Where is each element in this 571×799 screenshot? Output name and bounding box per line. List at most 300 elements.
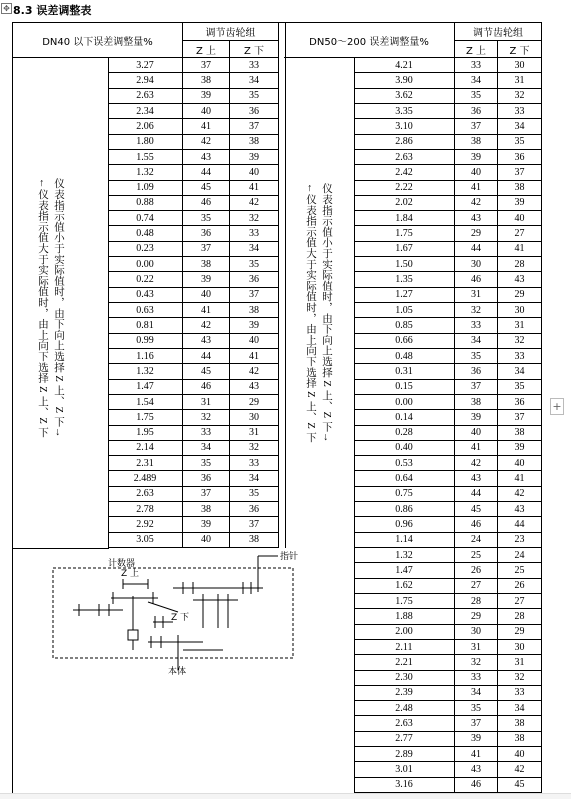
error-value-cell: 1.55 <box>108 150 183 165</box>
z-down-cell: 40 <box>230 165 278 180</box>
table-row <box>108 349 278 364</box>
table-row <box>108 181 278 196</box>
table-row <box>108 517 278 532</box>
error-value-cell: 1.88 <box>354 609 455 624</box>
error-value-cell: 0.64 <box>354 471 455 486</box>
z-down-cell: 23 <box>498 533 541 548</box>
table-row <box>354 671 541 686</box>
z-down-cell: 31 <box>498 73 541 88</box>
z-up-cell: 37 <box>183 242 230 257</box>
table-row <box>108 196 278 211</box>
z-up-cell: 41 <box>455 747 498 762</box>
z-up-cell: 38 <box>455 395 498 410</box>
left-col-z-up: Z 上 <box>183 41 230 58</box>
z-down-cell: 35 <box>230 89 278 104</box>
error-value-cell: 2.77 <box>354 732 455 747</box>
z-down-cell: 41 <box>230 181 278 196</box>
z-down-cell: 27 <box>498 226 541 241</box>
body-label: 本体 <box>168 667 187 677</box>
table-row <box>354 288 541 303</box>
z-up-cell: 46 <box>183 380 230 395</box>
table-row <box>108 58 278 73</box>
z-up-cell: 32 <box>183 410 230 425</box>
z-down-cell: 40 <box>498 456 541 471</box>
z-up-cell: 41 <box>455 441 498 456</box>
z-up-cell: 43 <box>183 334 230 349</box>
z-up-cell: 32 <box>455 655 498 670</box>
table-row <box>354 471 541 486</box>
error-value-cell: 0.74 <box>108 211 183 226</box>
z-up-cell: 39 <box>455 150 498 165</box>
table-row <box>108 364 278 379</box>
z-down-cell: 29 <box>498 288 541 303</box>
z-down-cell: 28 <box>498 257 541 272</box>
left-data-grid <box>108 58 278 548</box>
plus-icon[interactable]: + <box>550 398 564 415</box>
error-value-cell: 2.86 <box>354 135 455 150</box>
z-up-cell: 40 <box>183 104 230 119</box>
table-row <box>354 640 541 655</box>
error-value-cell: 0.00 <box>354 395 455 410</box>
error-value-cell: 2.21 <box>354 655 455 670</box>
table-row <box>108 226 278 241</box>
z-down-cell: 33 <box>498 349 541 364</box>
table-row <box>354 502 541 517</box>
z-up-cell: 33 <box>455 58 498 73</box>
z-up-cell: 46 <box>455 517 498 532</box>
error-value-cell: 1.95 <box>108 426 183 441</box>
z-down-cell: 37 <box>230 517 278 532</box>
z-down-cell: 39 <box>498 441 541 456</box>
z-down-cell: 35 <box>498 135 541 150</box>
error-value-cell: 0.00 <box>108 257 183 272</box>
table-row <box>108 73 278 88</box>
z-up-cell: 38 <box>183 502 230 517</box>
error-value-cell: 0.63 <box>108 303 183 318</box>
z-down-cell: 30 <box>498 640 541 655</box>
table-row <box>354 226 541 241</box>
table-row <box>108 135 278 150</box>
z-up-cell: 44 <box>455 487 498 502</box>
error-value-cell: 1.32 <box>354 548 455 563</box>
table-row <box>354 318 541 333</box>
z-down-cell: 38 <box>498 181 541 196</box>
z-down-cell: 42 <box>498 487 541 502</box>
z-up-cell: 46 <box>455 778 498 793</box>
table-row <box>354 441 541 456</box>
gear-train-diagram <box>43 550 333 680</box>
z-down-cell: 32 <box>498 334 541 349</box>
error-value-cell: 2.92 <box>108 517 183 532</box>
error-value-cell: 1.27 <box>354 288 455 303</box>
z-up-cell: 40 <box>183 533 230 548</box>
error-value-cell: 1.67 <box>354 242 455 257</box>
error-value-cell: 0.14 <box>354 410 455 425</box>
z-down-cell: 34 <box>230 471 278 486</box>
z-up-cell: 36 <box>183 471 230 486</box>
error-value-cell: 3.16 <box>354 778 455 793</box>
z-down-cell: 37 <box>230 288 278 303</box>
z-down-cell: 37 <box>498 410 541 425</box>
left-header: DN40 以下误差调整量% <box>13 23 183 58</box>
z-down-cell: 33 <box>230 226 278 241</box>
error-value-cell: 0.31 <box>354 364 455 379</box>
z-up-cell: 38 <box>183 257 230 272</box>
error-value-cell: 2.48 <box>354 701 455 716</box>
z-up-cell: 45 <box>183 181 230 196</box>
z-up-cell: 37 <box>183 487 230 502</box>
z-up-cell: 42 <box>183 318 230 333</box>
right-gear-group-header: 调节齿轮组 <box>455 23 541 41</box>
error-value-cell: 1.80 <box>108 135 183 150</box>
table-row <box>108 242 278 257</box>
table-row <box>354 165 541 180</box>
z-down-cell: 43 <box>498 502 541 517</box>
z-down-cell: 34 <box>498 701 541 716</box>
error-value-cell: 4.21 <box>354 58 455 73</box>
table-row <box>354 579 541 594</box>
z-down-cell: 35 <box>498 380 541 395</box>
table-row <box>354 426 541 441</box>
table-row <box>354 625 541 640</box>
table-row <box>108 150 278 165</box>
error-value-cell: 1.75 <box>354 594 455 609</box>
z-up-cell: 38 <box>183 73 230 88</box>
z-up-cell: 28 <box>455 594 498 609</box>
error-value-cell: 2.63 <box>354 150 455 165</box>
error-value-cell: 2.31 <box>108 456 183 471</box>
error-value-cell: 3.90 <box>354 73 455 88</box>
z-up-cell: 32 <box>455 303 498 318</box>
error-value-cell: 2.34 <box>108 104 183 119</box>
table-row <box>354 701 541 716</box>
z-down-cell: 34 <box>230 242 278 257</box>
error-value-cell: 0.15 <box>354 380 455 395</box>
left-gear-group-header: 调节齿轮组 <box>183 23 278 41</box>
table-row <box>354 563 541 578</box>
table-row <box>108 395 278 410</box>
error-value-cell: 0.88 <box>108 196 183 211</box>
left-note-2: ←仪表指示值大于实际值时，由上向下选择 Z 上、Z 下 <box>37 178 48 438</box>
z-up-cell: 37 <box>455 716 498 731</box>
z-down-cell: 36 <box>498 395 541 410</box>
z-up-cell: 33 <box>455 671 498 686</box>
error-value-cell: 2.63 <box>354 716 455 731</box>
z-down-cell: 28 <box>498 609 541 624</box>
error-value-cell: 2.63 <box>108 89 183 104</box>
table-row <box>108 533 278 548</box>
z-up-cell: 35 <box>455 701 498 716</box>
error-value-cell: 2.06 <box>108 119 183 134</box>
left-col-z-down: Z 下 <box>230 41 278 58</box>
error-value-cell: 0.53 <box>354 456 455 471</box>
error-value-cell: 1.32 <box>108 165 183 180</box>
error-value-cell: 1.32 <box>108 364 183 379</box>
z-down-cell: 37 <box>230 119 278 134</box>
z-down-cell: 37 <box>498 165 541 180</box>
z-down-cell: 27 <box>498 594 541 609</box>
error-value-cell: 0.81 <box>108 318 183 333</box>
z-up-cell: 35 <box>455 349 498 364</box>
error-value-cell: 1.75 <box>108 410 183 425</box>
z-down-cell: 31 <box>498 655 541 670</box>
z-up-cell: 37 <box>455 380 498 395</box>
table-row <box>354 609 541 624</box>
z-up-cell: 36 <box>183 226 230 241</box>
table-row <box>354 548 541 563</box>
z-down-cell: 36 <box>498 150 541 165</box>
left-note-1: 仪表指示值小于实际值时，由下向上选择 Z 上、Z 下→ <box>53 178 64 438</box>
z-down-cell: 33 <box>498 104 541 119</box>
z-up-cell: 39 <box>183 89 230 104</box>
error-value-cell: 2.02 <box>354 196 455 211</box>
z-down-cell: 44 <box>498 517 541 532</box>
z-up-cell: 33 <box>183 426 230 441</box>
z-up-cell: 41 <box>183 303 230 318</box>
table-row <box>108 104 278 119</box>
table-row <box>354 655 541 670</box>
table-row <box>354 119 541 134</box>
error-value-cell: 1.47 <box>354 563 455 578</box>
error-value-cell: 0.99 <box>108 334 183 349</box>
z-down-cell: 41 <box>498 242 541 257</box>
z-up-cell: 44 <box>183 349 230 364</box>
table-row <box>354 686 541 701</box>
z-down-cell: 32 <box>498 89 541 104</box>
error-value-cell: 0.75 <box>354 487 455 502</box>
z-up-cell: 39 <box>183 272 230 287</box>
table-row <box>108 257 278 272</box>
counter-label: 计数器 <box>108 559 136 569</box>
z-down-cell: 35 <box>230 257 278 272</box>
table-row <box>108 471 278 486</box>
error-value-cell: 2.42 <box>354 165 455 180</box>
table-row <box>354 732 541 747</box>
z-up-cell: 46 <box>455 272 498 287</box>
error-value-cell: 0.43 <box>108 288 183 303</box>
z-down-cell: 35 <box>230 487 278 502</box>
right-note-2: ←仪表指示值大于实际值时，由上向下选择 Z 上、Z 下 <box>305 183 316 443</box>
error-value-cell: 3.01 <box>354 762 455 777</box>
z-down-cell: 39 <box>498 196 541 211</box>
z-up-cell: 34 <box>183 441 230 456</box>
error-value-cell: 2.63 <box>108 487 183 502</box>
z-down-cell: 42 <box>230 364 278 379</box>
z-down-cell: 42 <box>230 196 278 211</box>
right-header: DN50～200 误差调整量% <box>284 23 455 58</box>
error-value-cell: 2.489 <box>108 471 183 486</box>
table-row <box>354 89 541 104</box>
error-value-cell: 3.05 <box>108 533 183 548</box>
right-note-cell <box>284 58 355 548</box>
left-note-cell <box>13 58 109 549</box>
z-down-cell: 32 <box>230 441 278 456</box>
table-row <box>108 410 278 425</box>
error-value-cell: 1.35 <box>354 272 455 287</box>
table-row <box>354 257 541 272</box>
table-row <box>354 395 541 410</box>
z-down-cell: 29 <box>498 625 541 640</box>
error-value-cell: 0.96 <box>354 517 455 532</box>
right-data-grid <box>354 58 541 793</box>
z-up-cell: 31 <box>455 640 498 655</box>
z-up-cell: 36 <box>455 364 498 379</box>
z-down-label: Z 下 <box>171 613 190 623</box>
table-row <box>354 303 541 318</box>
horizontal-scrollbar[interactable] <box>0 793 571 799</box>
z-up-cell: 42 <box>455 196 498 211</box>
z-up-cell: 34 <box>455 686 498 701</box>
right-col-z-down: Z 下 <box>498 41 541 58</box>
z-down-cell: 38 <box>230 135 278 150</box>
right-col-z-up: Z 上 <box>455 41 498 58</box>
table-row <box>354 487 541 502</box>
z-down-cell: 43 <box>230 380 278 395</box>
z-down-cell: 38 <box>230 303 278 318</box>
z-down-cell: 31 <box>230 426 278 441</box>
error-value-cell: 1.75 <box>354 226 455 241</box>
z-up-cell: 44 <box>183 165 230 180</box>
table-row <box>354 272 541 287</box>
table-row <box>108 89 278 104</box>
z-up-cell: 26 <box>455 563 498 578</box>
z-up-cell: 46 <box>183 196 230 211</box>
error-value-cell: 2.00 <box>354 625 455 640</box>
z-up-cell: 44 <box>455 242 498 257</box>
z-down-cell: 42 <box>498 762 541 777</box>
error-value-cell: 2.11 <box>354 640 455 655</box>
table-row <box>108 272 278 287</box>
z-down-cell: 45 <box>498 778 541 793</box>
z-down-cell: 40 <box>498 211 541 226</box>
table-row <box>354 181 541 196</box>
error-value-cell: 0.28 <box>354 426 455 441</box>
error-value-cell: 0.40 <box>354 441 455 456</box>
error-value-cell: 3.35 <box>354 104 455 119</box>
table-row <box>354 364 541 379</box>
table-row <box>354 196 541 211</box>
z-down-cell: 38 <box>498 716 541 731</box>
table-row <box>354 517 541 532</box>
error-value-cell: 1.05 <box>354 303 455 318</box>
z-down-cell: 39 <box>230 150 278 165</box>
error-value-cell: 1.14 <box>354 533 455 548</box>
z-down-cell: 36 <box>230 272 278 287</box>
z-up-cell: 31 <box>455 288 498 303</box>
error-value-cell: 2.39 <box>354 686 455 701</box>
error-value-cell: 2.30 <box>354 671 455 686</box>
table-row <box>108 119 278 134</box>
error-value-cell: 3.62 <box>354 89 455 104</box>
z-down-cell: 40 <box>498 747 541 762</box>
error-value-cell: 1.62 <box>354 579 455 594</box>
error-value-cell: 3.10 <box>354 119 455 134</box>
table-row <box>354 242 541 257</box>
z-down-cell: 41 <box>498 471 541 486</box>
z-down-cell: 34 <box>498 119 541 134</box>
z-down-cell: 39 <box>230 318 278 333</box>
z-up-cell: 40 <box>183 288 230 303</box>
z-up-cell: 43 <box>183 150 230 165</box>
error-value-cell: 3.27 <box>108 58 183 73</box>
table-row <box>108 288 278 303</box>
table-row <box>354 135 541 150</box>
z-down-cell: 26 <box>498 579 541 594</box>
right-note-1: 仪表指示值小于实际值时，由下向上选择 Z 上、Z 下→ <box>321 183 332 443</box>
table-row <box>354 456 541 471</box>
move-icon[interactable]: ✥ <box>1 3 12 14</box>
z-up-label: Z 上 <box>121 569 140 579</box>
table-row <box>108 334 278 349</box>
error-value-cell: 0.85 <box>354 318 455 333</box>
z-down-cell: 33 <box>230 58 278 73</box>
error-adjustment-table <box>12 22 542 794</box>
table-row <box>108 211 278 226</box>
z-up-cell: 24 <box>455 533 498 548</box>
error-value-cell: 0.23 <box>108 242 183 257</box>
z-down-cell: 34 <box>498 364 541 379</box>
table-row <box>354 104 541 119</box>
error-value-cell: 1.50 <box>354 257 455 272</box>
z-up-cell: 41 <box>455 181 498 196</box>
table-row <box>108 456 278 471</box>
z-down-cell: 31 <box>498 318 541 333</box>
z-down-cell: 29 <box>230 395 278 410</box>
table-row <box>354 410 541 425</box>
z-up-cell: 35 <box>183 211 230 226</box>
error-value-cell: 0.22 <box>108 272 183 287</box>
z-up-cell: 35 <box>183 456 230 471</box>
z-down-cell: 32 <box>230 211 278 226</box>
z-down-cell: 25 <box>498 563 541 578</box>
z-up-cell: 39 <box>455 732 498 747</box>
table-row <box>108 487 278 502</box>
z-up-cell: 40 <box>455 165 498 180</box>
table-row <box>354 150 541 165</box>
z-up-cell: 37 <box>455 119 498 134</box>
z-up-cell: 34 <box>455 334 498 349</box>
error-value-cell: 2.89 <box>354 747 455 762</box>
z-up-cell: 45 <box>183 364 230 379</box>
error-value-cell: 2.78 <box>108 502 183 517</box>
z-up-cell: 40 <box>455 426 498 441</box>
z-up-cell: 35 <box>455 89 498 104</box>
z-down-cell: 34 <box>230 73 278 88</box>
error-value-cell: 0.86 <box>354 502 455 517</box>
z-up-cell: 25 <box>455 548 498 563</box>
z-up-cell: 42 <box>455 456 498 471</box>
table-row <box>354 778 541 793</box>
z-up-cell: 31 <box>183 395 230 410</box>
z-down-cell: 38 <box>498 426 541 441</box>
z-down-cell: 30 <box>230 410 278 425</box>
error-value-cell: 1.54 <box>108 395 183 410</box>
z-up-cell: 34 <box>455 73 498 88</box>
error-value-cell: 2.14 <box>108 441 183 456</box>
z-up-cell: 30 <box>455 625 498 640</box>
z-up-cell: 41 <box>183 119 230 134</box>
z-up-cell: 30 <box>455 257 498 272</box>
z-up-cell: 38 <box>455 135 498 150</box>
z-down-cell: 38 <box>230 533 278 548</box>
error-value-cell: 0.66 <box>354 334 455 349</box>
z-up-cell: 45 <box>455 502 498 517</box>
table-row <box>354 349 541 364</box>
error-value-cell: 0.48 <box>354 349 455 364</box>
z-down-cell: 33 <box>498 686 541 701</box>
diagram-cell <box>13 548 355 793</box>
z-down-cell: 24 <box>498 548 541 563</box>
